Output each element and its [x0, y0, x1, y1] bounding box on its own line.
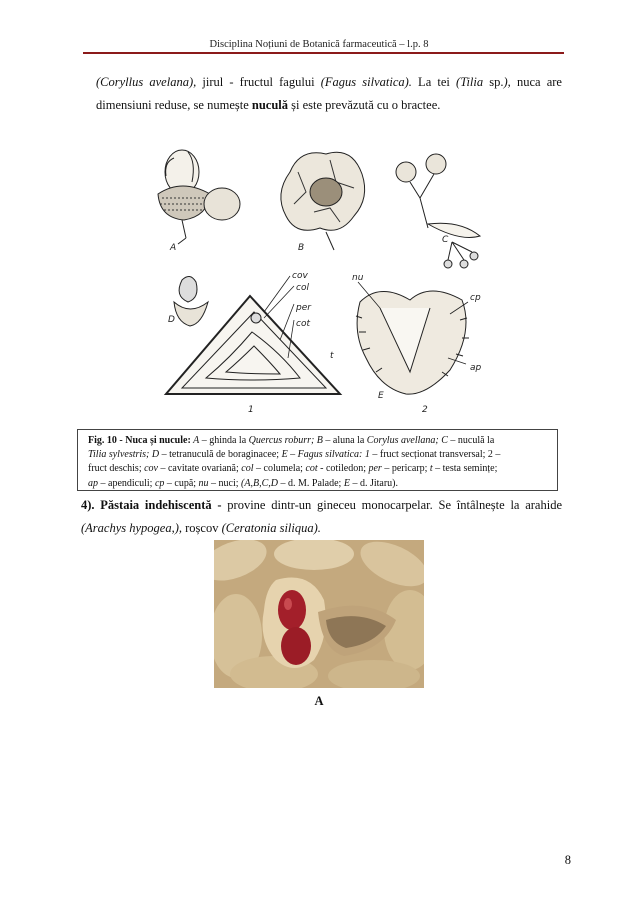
label-E: E: [378, 391, 384, 401]
text-jirul: jirul - fructul fagului: [196, 75, 321, 89]
label-cot: cot: [296, 319, 310, 329]
label-ap: ap: [470, 363, 482, 373]
caption-credit: E: [343, 477, 350, 489]
caption-text: fruct deschis;: [88, 463, 145, 475]
label-C: C: [442, 235, 449, 245]
text-ceratonia: (Ceratonia siliqua).: [221, 521, 321, 535]
caption-quercus: Quercus roburr; B: [248, 435, 323, 446]
caption-text: – pericarp;: [381, 463, 430, 475]
text-pastaia-heading: 4). Păstaia indehiscentă -: [81, 498, 222, 512]
caption-text: – testa semințe;: [432, 463, 498, 475]
page-number: 8: [564, 853, 571, 867]
caption-abbr: cot: [305, 463, 318, 475]
caption-text: – ghinda la: [199, 435, 249, 446]
label-1: 1: [248, 405, 254, 415]
label-col: col: [296, 283, 309, 293]
label-cov: cov: [292, 271, 308, 281]
caption-abbr: per: [368, 463, 382, 475]
label-t: t: [330, 351, 334, 361]
page-header: Disciplina Noțiuni de Botanică farmaceutică – l.p. 8: [209, 39, 429, 50]
text-dimensiuni: dimensiuni reduse, se numește: [96, 98, 252, 112]
label-per: per: [296, 303, 311, 313]
caption-fig-title: Fig. 10 - Nuca și nucule:: [88, 435, 191, 446]
header-divider: [83, 52, 564, 54]
caption-tilia: Tilia sylvestris; D: [88, 449, 160, 461]
text-pastaia-desc: provine dintr-un gineceu monocarpelar. Se întâlnește la arahide: [221, 498, 562, 512]
caption-text: – d. M. Palade;: [278, 477, 344, 489]
caption-text: – aluna la: [322, 435, 367, 446]
caption-text: – columela;: [253, 463, 306, 475]
linden-drawing: [396, 154, 480, 268]
caption-abbr: ap: [88, 477, 98, 489]
label-nu: nu: [352, 273, 364, 283]
text-bractee: și este prevăzută cu o bractee.: [288, 98, 441, 112]
caption-credit: (A,B,C,D: [241, 477, 278, 489]
caption-a: A: [190, 435, 200, 446]
paragraph-nut-intro: [96, 71, 562, 117]
label-B: B: [298, 243, 305, 253]
caption-text: – apendiculi;: [98, 477, 155, 489]
caption-abbr: nu: [198, 477, 209, 489]
text-close-paren: ),: [503, 75, 511, 89]
text-corylus: (Coryllus avelana),: [96, 75, 197, 89]
caption-abbr: col: [241, 463, 254, 475]
label-A: A: [170, 243, 177, 253]
caption-text: - cotiledon;: [317, 463, 369, 475]
caption-fagus: E – Fagus silvatica: 1: [281, 449, 370, 461]
label-D: D: [168, 315, 175, 325]
text-la-tei: La tei: [411, 75, 457, 89]
paragraph-pastaia: [81, 494, 562, 540]
caption-abbr: t: [429, 463, 433, 475]
peanut-photo-image: [214, 540, 424, 688]
text-sp: sp.: [483, 75, 504, 89]
caption-text: – tetranuculă de boraginacee;: [159, 449, 282, 461]
caption-text: – nuculă la: [447, 435, 495, 446]
caption-text: – nuci;: [208, 477, 242, 489]
figure-caption: [77, 429, 558, 491]
caption-corylus: Corylus avellana; C: [366, 435, 448, 446]
beech-open-fruit: [356, 282, 469, 394]
text-nuca-are: nuca are: [510, 75, 562, 89]
photo-label: A: [314, 694, 324, 708]
text-nucula: nuculă: [251, 98, 289, 112]
caption-text: – cavitate ovariană;: [157, 463, 242, 475]
caption-text: – cupă;: [164, 477, 199, 489]
caption-abbr: cp: [154, 477, 165, 489]
caption-abbr: cov: [144, 463, 158, 475]
hazelnut-drawing: [281, 152, 365, 250]
caption-text: – d. Jitaru).: [349, 477, 398, 489]
nuts-illustration: [130, 132, 530, 428]
text-tilia: (Tilia: [456, 75, 484, 89]
tetranucule-drawing: [174, 276, 208, 326]
text-roscov: roșcov: [182, 521, 222, 535]
label-cp: cp: [470, 293, 481, 303]
label-2: 2: [422, 405, 428, 415]
peanut-photo: [214, 540, 424, 688]
text-arachys: (Arachys hypogea,),: [81, 521, 183, 535]
caption-text: – fruct secționat transversal; 2 –: [369, 449, 501, 461]
text-fagus: (Fagus silvatica).: [320, 75, 412, 89]
acorn-drawing: [158, 150, 240, 244]
